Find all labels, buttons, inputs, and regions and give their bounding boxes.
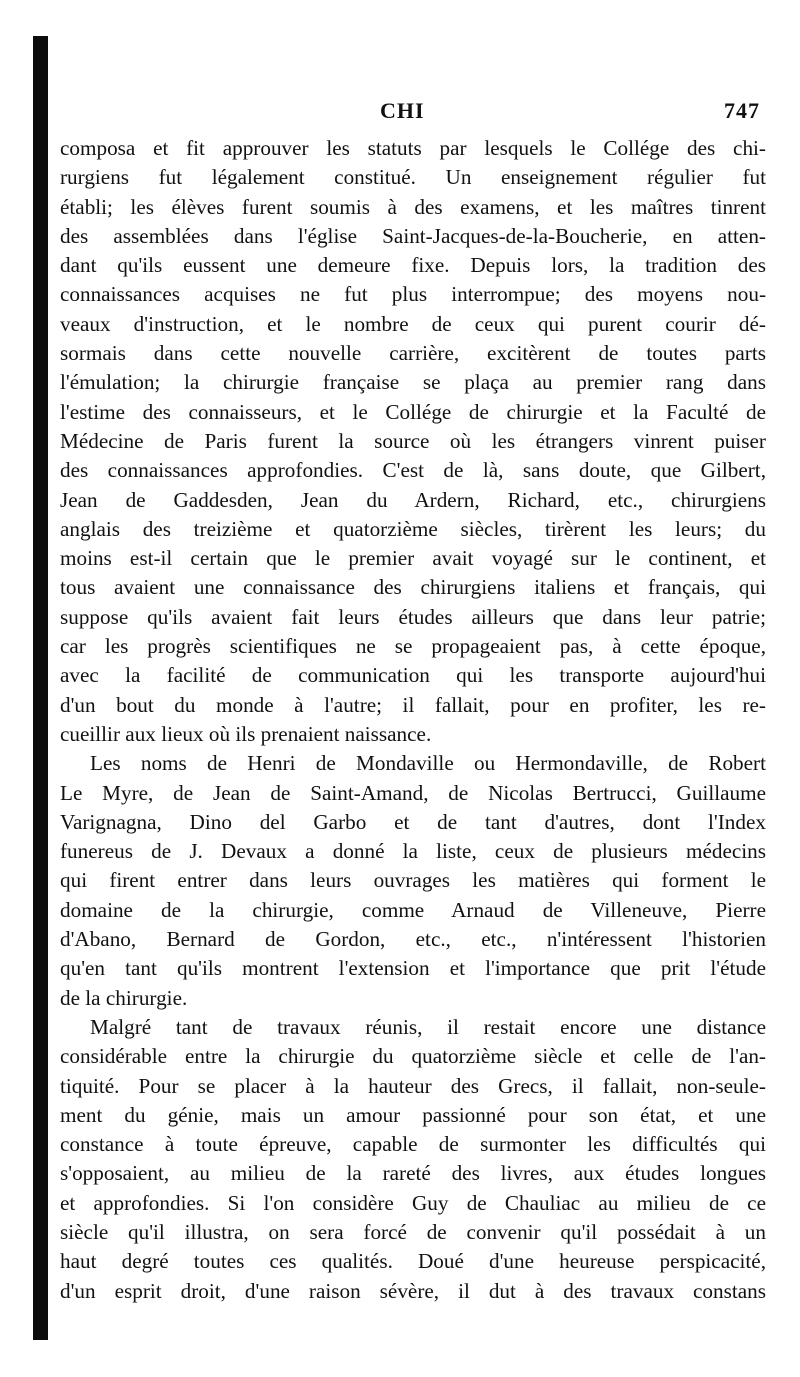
text-line: funereus de J. Devaux a donné la liste, ceux de plusieurs médecins xyxy=(60,839,766,864)
text-line: de la chirurgie. xyxy=(60,985,188,1010)
body-text xyxy=(60,134,766,1306)
text-line: des assemblées dans l'église Saint-Jacques-de-la-Boucherie, en atten- xyxy=(60,223,766,248)
text-line: établi; les élèves furent soumis à des examens, et les maîtres tinrent xyxy=(60,194,766,219)
text-line: l'estime des connaisseurs, et le Collége de chirurgie et la Faculté de xyxy=(60,399,766,424)
text-line: composa et fit approuver les statuts par lesquels le Collége des chi- xyxy=(60,136,766,160)
text-line: car les progrès scientifiques ne se propageaient pas, à cette époque, xyxy=(60,634,766,659)
text-line: constance à toute épreuve, capable de surmonter les difficultés qui xyxy=(60,1132,766,1157)
text-line: domaine de la chirurgie, comme Arnaud de Villeneuve, Pierre xyxy=(60,897,766,922)
text-line: qui firent entrer dans leurs ouvrages les matières qui forment le xyxy=(60,868,766,893)
text-line: anglais des treizième et quatorzième siècles, tirèrent les leurs; du xyxy=(60,516,766,541)
text-line: dant qu'ils eussent une demeure fixe. Depuis lors, la tradition des xyxy=(60,253,766,278)
text-line: Le Myre, de Jean de Saint-Amand, de Nicolas Bertrucci, Guillaume xyxy=(60,780,766,805)
text-line: sormais dans cette nouvelle carrière, excitèrent de toutes parts xyxy=(60,341,766,366)
running-head xyxy=(60,96,766,134)
text-line: connaissances acquises ne fut plus interrompue; des moyens nou- xyxy=(60,282,766,307)
text-line: s'opposaient, au milieu de la rareté des livres, aux études longues xyxy=(60,1161,766,1186)
text-line: tiquité. Pour se placer à la hauteur des Grecs, il fallait, non-seule- xyxy=(60,1073,766,1098)
text-line: l'émulation; la chirurgie française se plaça au premier rang dans xyxy=(60,370,766,395)
text-line: Malgré tant de travaux réunis, il restait encore une distance xyxy=(90,1014,766,1039)
book-page xyxy=(60,96,766,1306)
text-line: d'un bout du monde à l'autre; il fallait, pour en profiter, les re- xyxy=(60,692,766,717)
text-line: et approfondies. Si l'on considère Guy de Chauliac au milieu de ce xyxy=(60,1190,766,1215)
text-line: d'un esprit droit, d'une raison sévère, il dut à des travaux constans xyxy=(60,1278,766,1303)
binding-shadow xyxy=(33,36,48,1340)
text-line: moins est-il certain que le premier avait voyagé sur le continent, et xyxy=(60,546,766,571)
text-line: rurgiens fut légalement constitué. Un enseignement régulier fut xyxy=(60,165,766,190)
text-line: cueillir aux lieux où ils prenaient naissance. xyxy=(60,721,432,746)
text-line: ment du génie, mais un amour passionné pour son état, et une xyxy=(60,1102,766,1127)
text-line: Jean de Gaddesden, Jean du Ardern, Richard, etc., chirurgiens xyxy=(60,487,766,512)
text-line: d'Abano, Bernard de Gordon, etc., etc., n'intéressent l'historien xyxy=(60,927,766,952)
text-line: tous avaient une connaissance des chirurgiens italiens et français, qui xyxy=(60,575,766,600)
text-line: suppose qu'ils avaient fait leurs études ailleurs que dans leur patrie; xyxy=(60,604,766,629)
page-number: 747 xyxy=(724,98,760,123)
text-line: avec la facilité de communication qui les transporte aujourd'hui xyxy=(60,663,766,688)
text-line: siècle qu'il illustra, on sera forcé de convenir qu'il possédait à un xyxy=(60,1219,766,1244)
text-line: qu'en tant qu'ils montrent l'extension et l'importance que prit l'étude xyxy=(60,956,766,981)
text-line: considérable entre la chirurgie du quatorzième siècle et celle de l'an- xyxy=(60,1044,766,1069)
text-line: Médecine de Paris furent la source où les étrangers vinrent puiser xyxy=(60,428,766,453)
text-line: Les noms de Henri de Mondaville ou Hermondaville, de Robert xyxy=(90,751,766,776)
running-title: CHI xyxy=(380,98,425,123)
text-line: haut degré toutes ces qualités. Doué d'une heureuse perspicacité, xyxy=(60,1249,766,1274)
text-line: Varignagna, Dino del Garbo et de tant d'autres, dont l'Index xyxy=(60,809,766,834)
text-line: des connaissances approfondies. C'est de là, sans doute, que Gilbert, xyxy=(60,458,766,483)
text-line: veaux d'instruction, et le nombre de ceux qui purent courir dé- xyxy=(60,311,766,336)
